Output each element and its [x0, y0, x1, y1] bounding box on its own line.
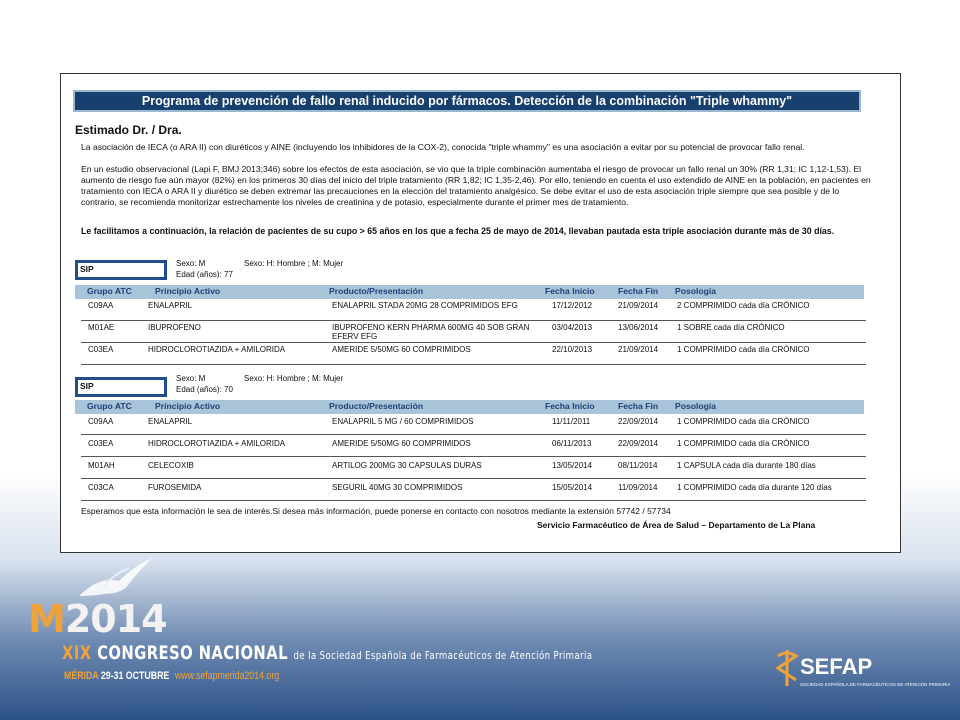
row-divider [81, 478, 866, 479]
congress-logo: M2014 [28, 597, 167, 641]
col-principio: Principio Activo [155, 286, 221, 296]
table-header [75, 400, 864, 414]
congress-website[interactable]: www.sefapmerida2014.org [174, 670, 280, 682]
letter-document: Programa de prevención de fallo renal inducido por fármacos. Detección de la combinación "Triple whammy" Estimado Dr. / Dra. La asociación de IECA (o ARA II) con diuréticos y AINE (incluyendo los inhibidores de la COX-2), conocida "triple whammy" es una asociación a evitar por su potencial de provocar fallo renal. En un estudio observacional (Lapi F, BMJ 2013;346) sobre los efectos de esta asociación, se vio que la triple combinación aumentaba el riesgo de provocar un fallo renal un 30% (RR 1,31; IC 1,12-1,53). El aumento de riesgo fue aún mayor (82%) en los primeros 30 días del inicio del triple tratamiento (RR 1,82; IC 1,35-2,46). Por ello, teniendo en cuenta el uso extendido de AINE en la población, en pacientes en tratamiento con IECA o ARA II y diurético se deben extremar las precauciones en la elección del tratamiento analgésico. Se debe evitar el uso de esta asociación triple siempre que sea posible y de lo contrario, se recomienda monitorizar estrechamente los niveles de creatinina y de potasio, especialmente durante el primer mes de tratamiento. Le facilitamos a continuación, la relación de pacientes de su cupo > 65 años en los que a fecha 25 de mayo de 2014, llevaban pautada esta triple asociación durante más de 30 días. SIP Sexo: M Sexo: H: Hombre ; M: Mujer Edad (años): 77 Grupo ATC Principio Activo Producto/Presentación Fecha Inicio Fecha Fin Posología C09AA ENALAPRIL ENALAPRIL STADA 20MG 28 COMPRIMIDOS EFG 17/12/2012 21/09/2014 2 COMPRIMIDO cada día CRÓNICO M01AE IBUPROFENO IBUPROFENO KERN PHARMA 600MG 40 SOB GRAN EFERV EFG 03/04/2013 13/06/2014 1 SOBRE cada día CRÓNICO C03EA HIDROCLOROTIAZIDA + AMILORIDA AMERIDE 5/50MG 60 COMPRIMIDOS 22/10/2013 21/09/2014 1 COMPRIMIDO cada día CRÓNICO SIP Sexo: M Sexo: H: Hombre ; M: Mujer Edad (años): 70 Grupo ATC Principio Activo Producto/Presentación Fecha Inicio Fecha Fin Posología C09AA ENALAPRIL ENALAPRIL 5 MG / 60 COMPRIMIDOS 11/11/2011 22/09/2014 1 COMPRIMIDO cada día CRÓNICO C03EA HIDROCLOROTIAZIDA + AMILORIDA AMERIDE 5/50MG 60 COMPRIMIDOS 06/11/2013 22/09/2014 1 COMPRIMIDO cada día CRÓNICO M01AH CELECOXIB ARTILOG 200MG 30 CAPSULAS DURAS 13/05/2014 08/11/2014 1 CAPSULA cada día durante 180 días C03CA FUROSEMIDA SEGURIL 40MG 30 COMPRIMIDOS 15/05/2014 11/09/2014 1 COMPRIMIDO cada día durante 120 días Esperamos que esta información le sea de interés.Si desea más información, puede ponerse en contacto con nosotros mediante la extensión 57742 / 57734 Servicio Farmacéutico de Área de Salud – Departamento de La Plana [60, 73, 901, 553]
sip-box [75, 377, 167, 397]
patient-age: Edad (años): 77 [176, 270, 233, 279]
contact-note: Esperamos que esta información le sea de interés.Si desea más información, puede ponerse en contacto con nosotros mediante la extensión 57742 / 57734 [81, 506, 671, 516]
row-divider [81, 434, 866, 435]
col-atc: Grupo ATC [87, 401, 132, 411]
sefap-logo: SEFAP [800, 654, 873, 679]
intro-paragraph: La asociación de IECA (o ARA II) con diuréticos y AINE (incluyendo los inhibidores de la COX-2), conocida "triple whammy" es una asociación a evitar por su potencial de provocar fallo renal. [81, 142, 805, 152]
congress-dates: MÉRIDA 29-31 OCTUBRE www.sefapmerida2014.org [64, 670, 280, 682]
sex-legend: Sexo: H: Hombre ; M: Mujer [244, 259, 344, 268]
caduceus-icon [774, 648, 800, 688]
col-producto: Producto/Presentación [329, 401, 424, 411]
greeting: Estimado Dr. / Dra. [75, 123, 182, 137]
signature: Servicio Farmacéutico de Área de Salud – Departamento de La Plana [537, 520, 816, 530]
col-producto: Producto/Presentación [329, 286, 424, 296]
row-divider [81, 500, 866, 501]
col-fin: Fecha Fin [618, 401, 659, 411]
row-divider [81, 320, 866, 321]
row-divider [81, 456, 866, 457]
col-principio: Principio Activo [155, 401, 221, 411]
patient-sex: Sexo: M [176, 259, 206, 268]
study-paragraph: En un estudio observacional (Lapi F, BMJ 2013;346) sobre los efectos de esta asociación, se vio que la triple combinación aumentaba el riesgo de provocar un fallo renal un 30% (RR 1,31; IC 1,12-1,53). El aumento de riesgo fue aún mayor (82%) en los primeros 30 días del inicio del triple tratamiento (RR 1,82; IC 1,35-2,46). Por ello, teniendo en cuenta el uso extendido de AINE en la población, en pacientes en tratamiento con IECA o ARA II y diurético se deben extremar las precauciones en la elección del tratamiento analgésico. Se debe evitar el uso de esta asociación triple siempre que sea posible y de lo contrario, se recomienda monitorizar estrechamente los niveles de creatinina y de potasio, especialmente durante el primer mes de tratamiento. [81, 164, 871, 207]
sefap-subtitle: SOCIEDAD ESPAÑOLA DE FARMACÉUTICOS DE ATENCIÓN PRIMARIA [800, 682, 951, 687]
table-header [75, 285, 864, 299]
patient-list-intro: Le facilitamos a continuación, la relación de pacientes de su cupo > 65 años en los que a fecha 25 de mayo de 2014, llevaban pautada esta triple asociación durante más de 30 días. [81, 226, 835, 236]
sip-label: SIP [80, 264, 94, 274]
col-posologia: Posología [675, 401, 717, 411]
sip-label: SIP [80, 381, 94, 391]
sex-legend: Sexo: H: Hombre ; M: Mujer [244, 374, 344, 383]
patient-sex: Sexo: M [176, 374, 206, 383]
row-divider [81, 364, 866, 365]
row-divider [81, 342, 866, 343]
col-inicio: Fecha Inicio [545, 286, 595, 296]
congress-title: XIX CONGRESO NACIONAL de la Sociedad Española de Farmacéuticos de Atención Primaria [62, 642, 593, 664]
sip-box [75, 260, 167, 280]
col-fin: Fecha Fin [618, 286, 659, 296]
col-inicio: Fecha Inicio [545, 401, 595, 411]
col-atc: Grupo ATC [87, 286, 132, 296]
col-posologia: Posología [675, 286, 717, 296]
document-title: Programa de prevención de fallo renal inducido por fármacos. Detección de la combinación "Triple whammy" [73, 90, 861, 112]
patient-age: Edad (años): 70 [176, 385, 233, 394]
